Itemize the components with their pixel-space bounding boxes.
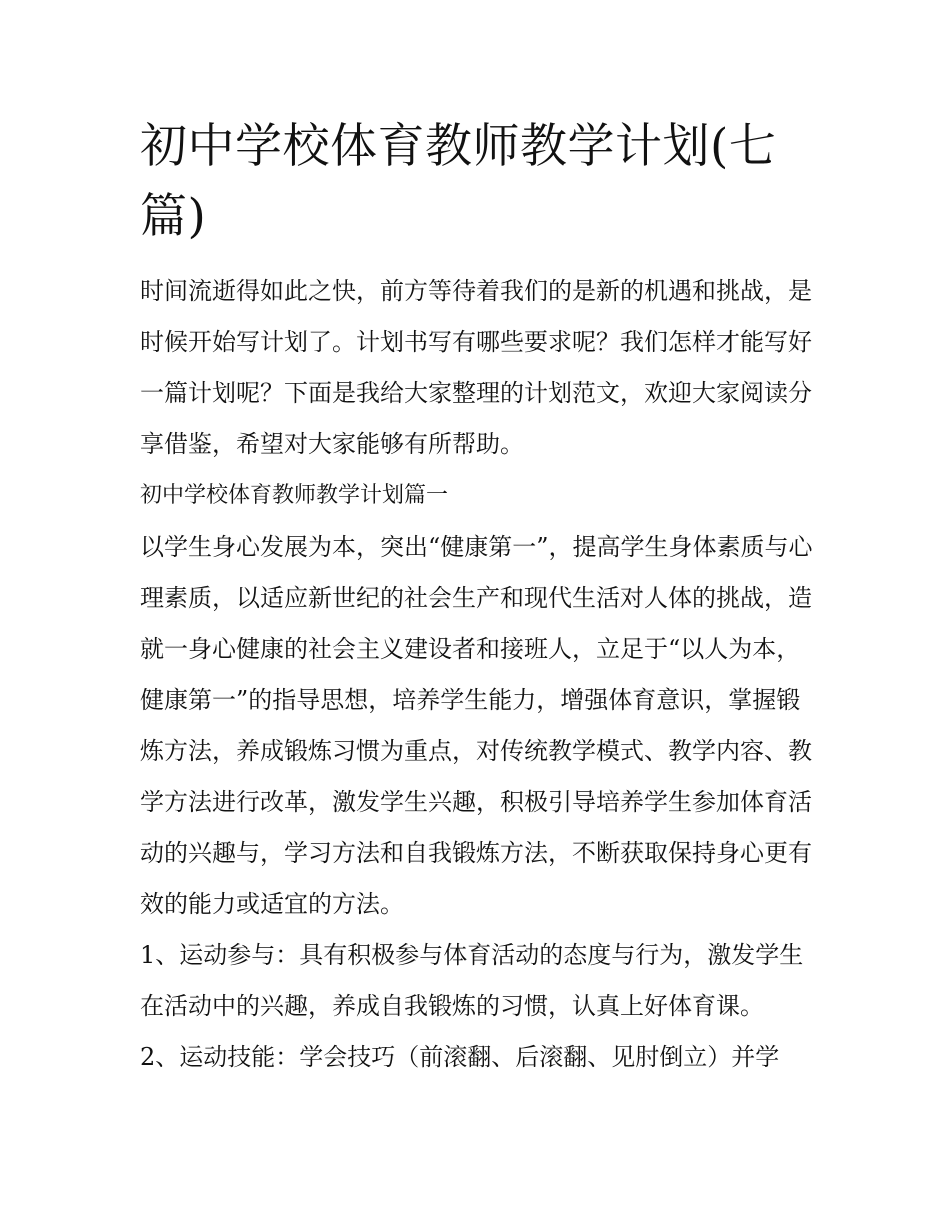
- document-title: 初中学校体育教师教学计划(七篇): [140, 119, 777, 244]
- list-item-2: 2、运动技能：学会技巧（前滚翻、后滚翻、见肘倒立）并学: [140, 1043, 780, 1071]
- list-item-1: 1、运动参与：具有积极参与体育活动的态度与行为，激发学生在活动中的兴趣，养成自我锻炼的习惯，认真上好体育课。: [140, 941, 804, 1020]
- section-heading: 初中学校体育教师教学计划篇一: [140, 483, 449, 508]
- intro-paragraph: 时间流逝得如此之快，前方等待着我们的是新的机遇和挑战，是时候开始写计划了。计划书写有哪些要求呢？我们怎样才能写好一篇计划呢？下面是我给大家整理的计划范文，欢迎大家阅读分享借鉴，希望对大家能够有所帮助。: [140, 277, 812, 458]
- body-paragraph: 以学生身心发展为本，突出“健康第一”，提高学生身体素质与心理素质，以适应新世纪的社会生产和现代生活对人体的挑战，造就一身心健康的社会主义建设者和接班人，立足于“以人为本，健康第一”的指导思想，培养学生能力，增强体育意识，掌握锻炼方法，养成锻炼习惯为重点，对传统教学模式、教学内容、教学方法进行改革，激发学生兴趣，积极引导培养学生参加体育活动的兴趣与，学习方法和自我锻炼方法，不断获取保持身心更有效的能力或适宜的方法。: [140, 533, 813, 918]
- document-content: [140, 112, 820, 1083]
